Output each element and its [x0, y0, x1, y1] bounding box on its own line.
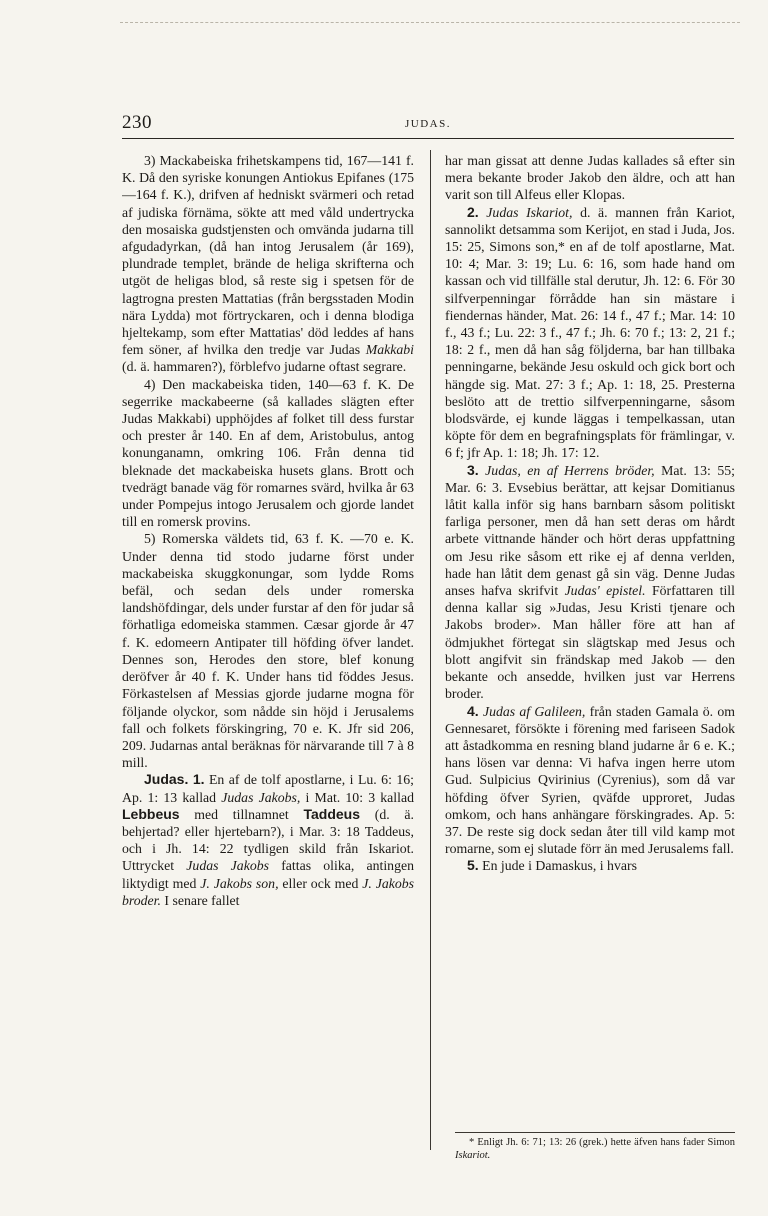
- left-column: [122, 152, 414, 1162]
- paragraph-mackabeiska-frihetskampen: 3) Mackabeiska frihetskampens tid, 167—141 f. K. Då den syriske konungen Antiokus Epifanes (175—164 f. K.), drifven af hedniskt svärmeri och retad af judiska förnäma, sökte att med våld undertrycka den mosaiska gudstjensten och omvända judarna till afgudadyrkan, (då han intog Jerusalem (år 169), plundrade templet, brände de heliga skrifterna och utgöt de heligas blod, så reste sig i spetsen för de lagtrogna presten Mattatias (från bergsstaden Modin nära Lydda) mot förtryckaren, och i denna blodiga hjeltekamp, som efter Mattatias' död leddes af hans fem söner, af hvilka den tredje var Judas Makkabi (d. ä. hammaren?), förblefvo judarne oftast segrare.: [122, 153, 414, 375]
- top-scan-line: [120, 22, 740, 23]
- footnote: * Enligt Jh. 6: 71; 13: 26 (grek.) hette äfven hans fader Simon Iskariot.: [455, 1132, 735, 1162]
- entry-judas-3: 3. Judas, en af Herrens bröder, Mat. 13: 55; Mar. 6: 3. Evsebius berättar, att kejsar Domitianus låtit kalla inför sig hans barnbarn såsom politiskt farliga personer, men då han sett deras om hårdt arbete vittnande händer och hört deras uppfattning om Jesu rike såsom ett rike ej af denna verlden, hade han låtit dem genast gå sin väg. Denne Judas anses hafva skrifvit Judas' epistel. Författaren till denna kallar sig »Judas, Jesu Kristi tjenare och Jakobs broder». Man håller före att han af ödmjukhet förtegat sin slägtskap med Jesus och blott angifvit sin frändskap med Jakob — den bekante och ansedde, hvilken just var Herrens broder.: [445, 461, 735, 702]
- entry-headword: Judas.: [144, 771, 189, 788]
- entry-judas-2: 2. Judas Iskariot, d. ä. mannen från Kariot, sannolikt detsamma som Kerijot, en stad i Juda, Jos. 15: 25, Simons son,* en af de tolf apostlarne, Mat. 10: 4; Mar. 3: 19; Lu. 6: 16, som hade hand om kassan och vid tillfälle stal derutur, Jh. 12: 6. För 30 silfverpenningar förrådde han sin mästare i fiendernas händer, Mat. 26: 14 f., 47 f.; Mar. 14: 10 f., 43 f.; Lu. 22: 3 f., 47 f.; Jh. 6: 70 f.; 13: 2, 21 f.; 18: 2 f., men då han såg följderna, bar han tillbaka penningarne, bekände Jesu oskuld och gick bort och hängde sig. Mat. 27: 3 f.; Ap. 1: 18, 25. Presterna beslöto att de trettio silfverpenningarne, såsom blodsvärde, ej kunde läggas i tempelkassan, utan köpte för dem en begrafningsplats för främlingar, v. 6 f; jfr Ap. 1: 18; Jh. 17: 12.: [445, 203, 735, 461]
- page-header: [122, 112, 734, 139]
- entry-judas-5: 5. En jude i Damaskus, i hvars: [467, 857, 637, 874]
- paragraph-mackabeiska-tiden: 4) Den mackabeiska tiden, 140—63 f. K. De segerrike mackabeerne (så kallades slägten efter Judas Makkabi) upphöjdes af folket till dess furstar och prester år 140. En af dem, Aristobulus, antog konunganamn, omkring 106. Från denna tid bleknade det mackabeiska husets glans. Brott och tvedrägt banade väg för romarnes svärd, hvilka år 63 under Pompejus intogo Jerusalem och gjorde landet till en romersk provins.: [122, 376, 414, 530]
- entry-judas-1-continued: har man gissat att denne Judas kallades så efter sin mera bekante broder Jakob den äldre, och att han varit son till Alfeus eller Klopas.: [445, 153, 735, 203]
- column-divider: [430, 150, 431, 1150]
- running-head: JUDAS.: [405, 118, 451, 130]
- page-number: 230: [122, 112, 152, 133]
- entry-judas-4: 4. Judas af Galileen, från staden Gamala ö. om Gennesaret, försökte i förening med fariseen Sadok att åstadkomma en resning bland judarne år 6 e. K.; hans lösen var denna: Vi hafva ingen herre utom Gud. Sulpicius Qvirinius (Cyrenius), som då var höfding öfver Syrien, qväfde upproret, Judas omkom, och hans anhängare förskingrades. Ap. 5: 37. De reste sig dock sedan åter till vild kamp mot romarne, som ej slutade förr än med Jerusalems fall.: [445, 702, 735, 857]
- paragraph-romerska-valdet: 5) Romerska väldets tid, 63 f. K. —70 e. K. Under denna tid stodo judarne först under mackabeiska skuggkonungar, som lydde Roms befäl, och sedan dels under romerska landshöfdingar, dels under furstar af den för judar så förhatliga edomeiska stammen. Cæsar gjorde år 47 f. K. edomeern Antipater till höfding öfver landet. Dennes son, Herodes den store, blef konung deröfver år 40 f. K. Under hans tid föddes Jesus. Förkastelsen af Messias gjorde judarne mogna för följande olyckor, som nådde sin höjd i Jerusalems fall och folkets förskingring, 70 e. K. Jfr sid 206, 209. Judarnas antal beräknas för närvarande till 7 à 8 mill.: [122, 531, 414, 771]
- right-column: [445, 152, 735, 1162]
- entry-judas-1: Judas. 1. En af de tolf apostlarne, i Lu. 6: 16; Ap. 1: 13 kallad Judas Jakobs, i Mat. 10: 3 kallad Lebbeus med tillnamnet Taddeus (d. ä. behjertad? eller hjertebarn?), i Mar. 3: 18 Taddeus, och i Jh. 14: 22 tydligen skild från Iskariot. Uttrycket Judas Jakobs fattas olika, antingen liktydigt med J. Jakobs son, eller ock med J. Jakobs broder. I senare fallet: [122, 771, 414, 908]
